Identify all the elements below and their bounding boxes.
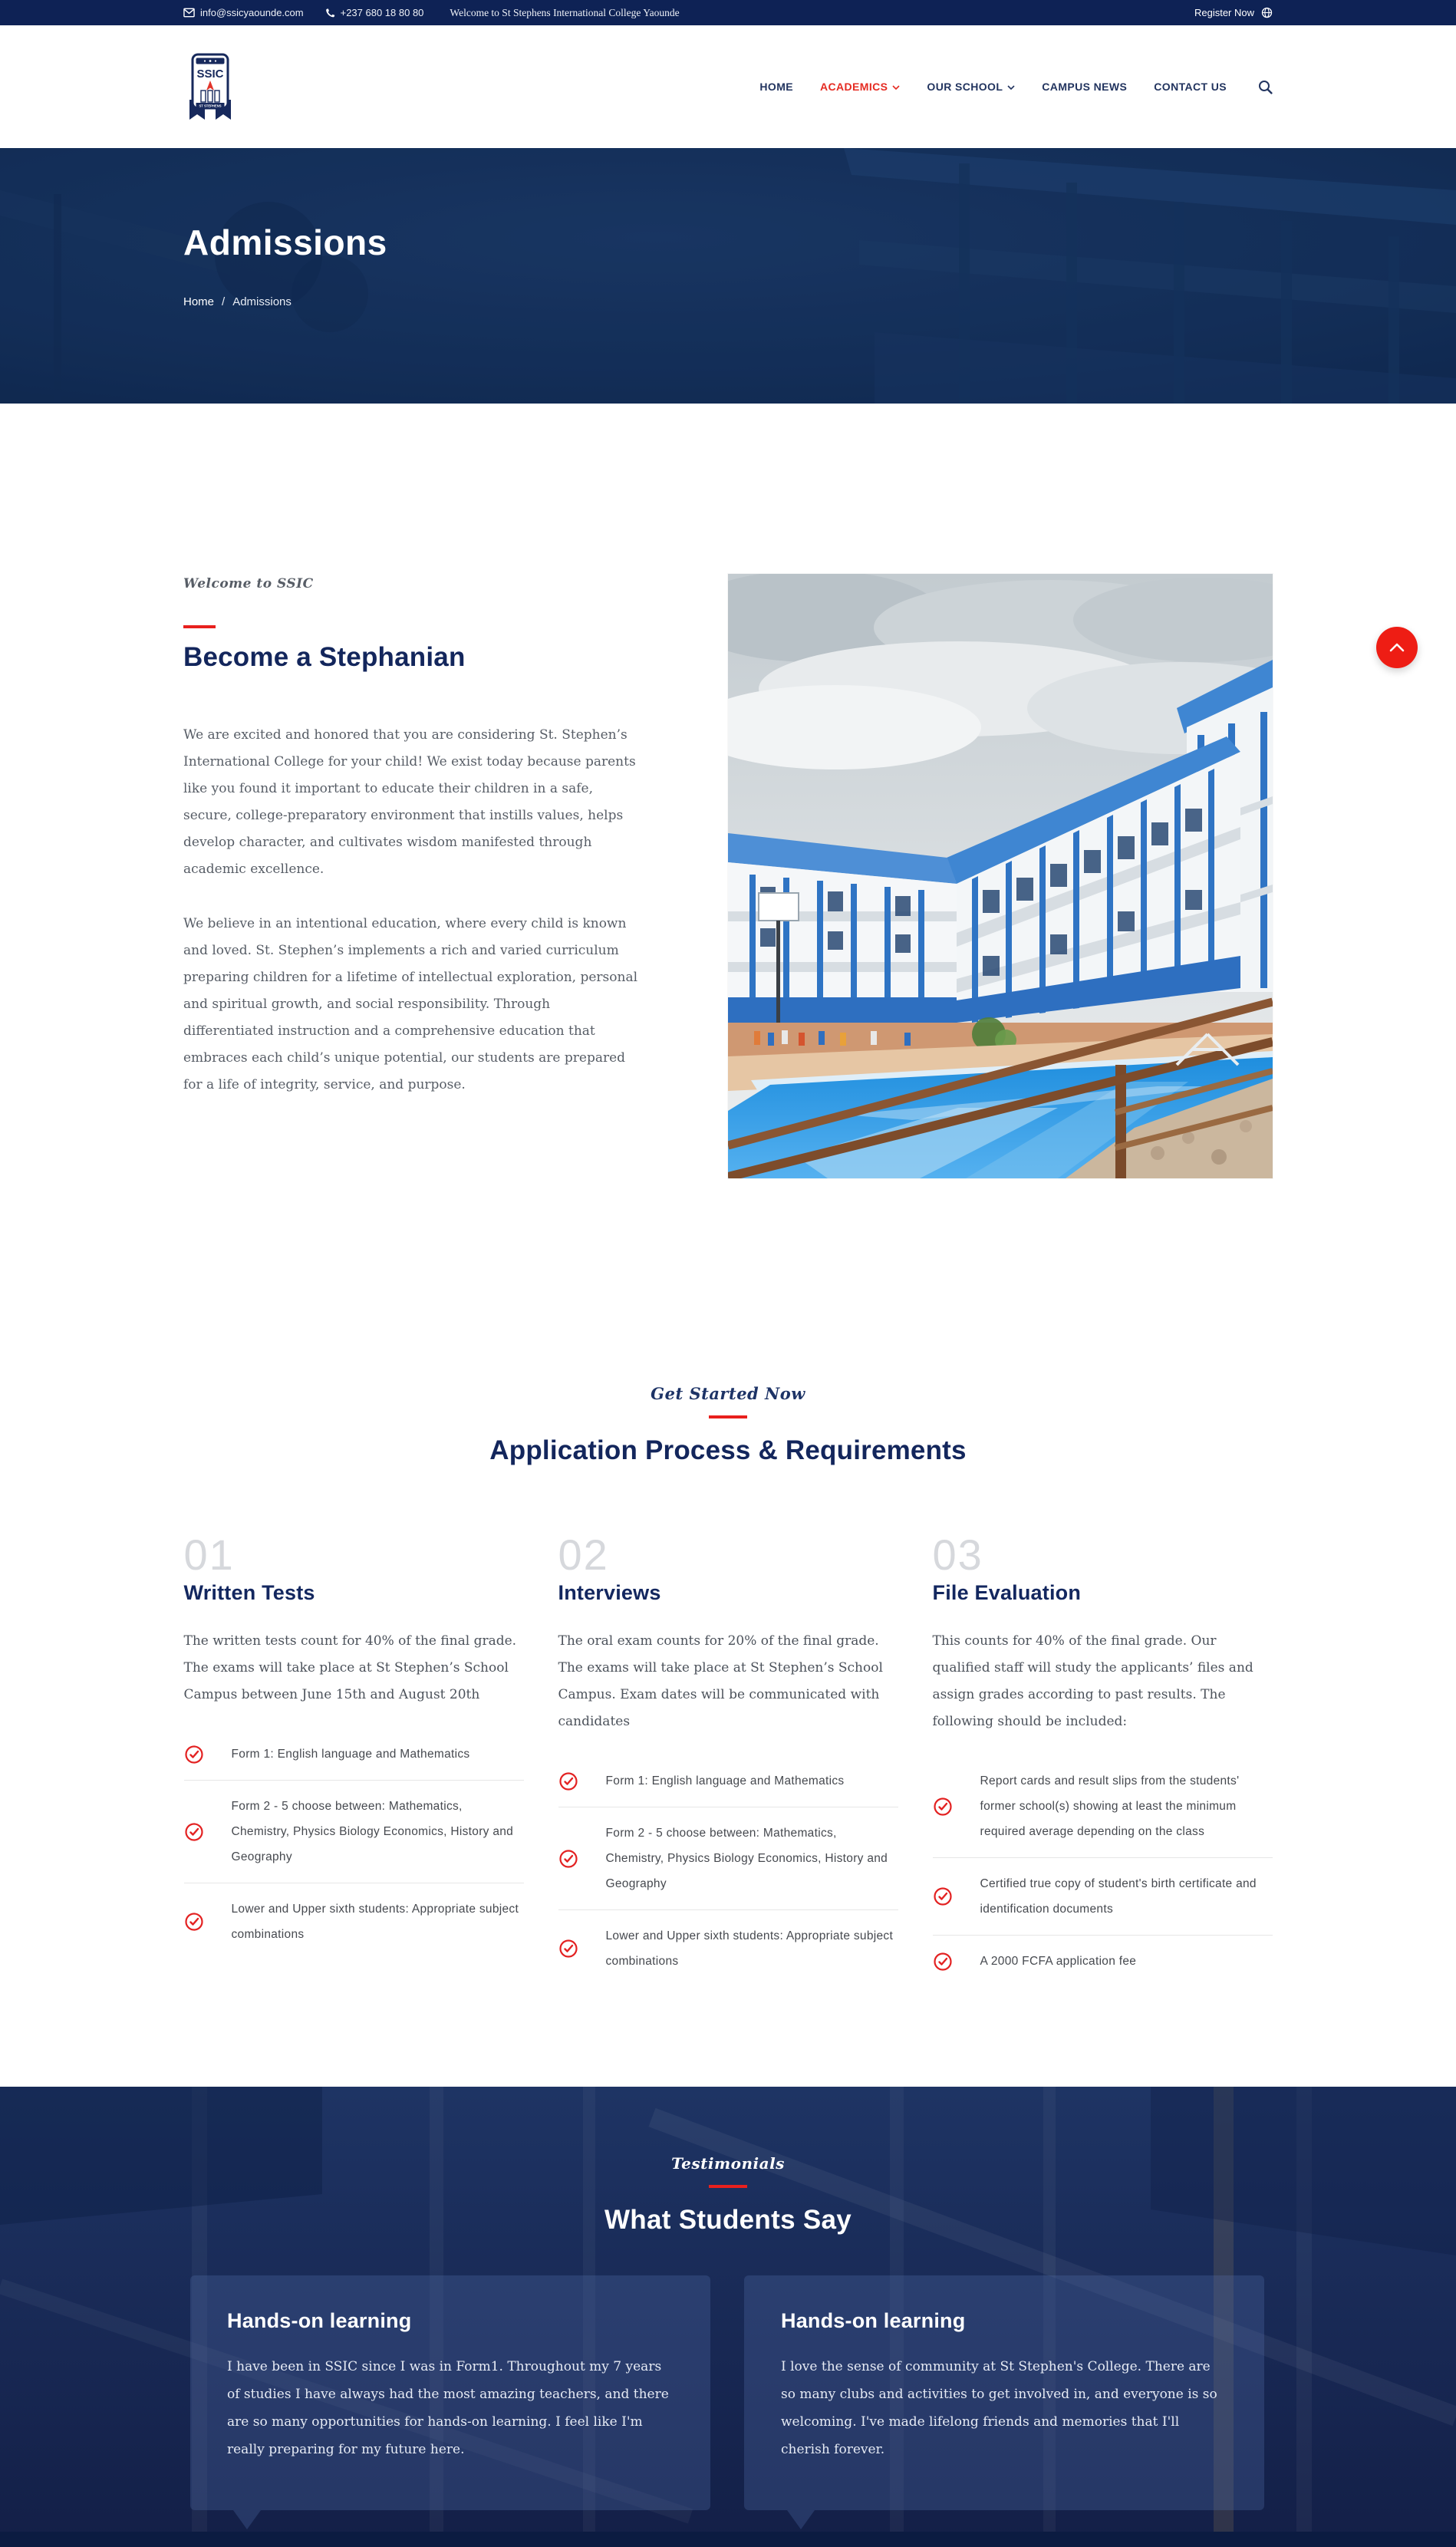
breadcrumb-home-link[interactable]: Home	[183, 295, 215, 308]
checklist-item: Lower and Upper sixth students: Appropriate subject combinations	[558, 1909, 898, 1987]
welcome-section	[0, 404, 1456, 1178]
step-number: 03	[932, 1531, 983, 1579]
page-title: Admissions	[183, 222, 387, 262]
register-now-link[interactable]: Register Now	[1194, 7, 1254, 18]
red-check-circle-icon	[184, 1822, 204, 1842]
breadcrumb-current: Admissions	[232, 295, 292, 308]
logo-banner-text: ST STEPHENS	[199, 104, 222, 108]
step-title: File Evaluation	[932, 1581, 1082, 1604]
campus-pool-photo	[728, 574, 1273, 1178]
welcome-paragraph-2: We believe in an intentional education, where every child is known and loved. St. Stephen’s implements a rich and varied curriculum preparing children for a lifetime of intellectual exploration, personal and spiritual growth, and social responsibility. Through differentiated instruction and a comprehensive education that embraces each child’s unique potential, our students are prepared for a life of integrity, service, and purpose.	[183, 916, 638, 1092]
phone-icon	[325, 8, 335, 18]
testimonial-title: Hands-on learning	[781, 2309, 966, 2332]
red-check-circle-icon	[558, 1939, 578, 1959]
step-description: The oral exam counts for 20% of the final grade. The exams will take place at St Stephen’s School Campus. Exam dates will be communicated with candidates	[558, 1633, 883, 1729]
step-title: Written Tests	[183, 1581, 315, 1604]
red-check-circle-icon	[558, 1849, 578, 1869]
nav-item-our-school[interactable]: OUR SCHOOL	[927, 81, 1015, 93]
step-interviews	[558, 1531, 898, 1987]
scroll-to-top-button[interactable]	[1376, 627, 1418, 668]
red-divider	[709, 1415, 747, 1418]
checklist	[933, 1755, 1273, 1987]
red-check-circle-icon	[558, 1771, 578, 1791]
step-file-evaluation	[932, 1531, 1273, 1987]
testimonials-kicker: Testimonials	[671, 2154, 785, 2173]
topbar-email-link[interactable]	[183, 7, 304, 18]
red-divider	[183, 625, 216, 628]
testimonials-title: What Students Say	[604, 2205, 852, 2235]
search-icon[interactable]	[1258, 80, 1273, 94]
step-description: This counts for 40% of the final grade. Our qualified staff will study the applicants’ files and assign grades according to past results. The following should be included:	[932, 1633, 1253, 1729]
nav-item-campus-news[interactable]: CAMPUS NEWS	[1042, 81, 1128, 93]
globe-icon[interactable]	[1261, 7, 1273, 18]
breadcrumb	[183, 295, 1273, 308]
welcome-title: Become a Stephanian	[183, 642, 466, 672]
red-check-circle-icon	[933, 1952, 953, 1972]
testimonial-text: I have been in SSIC since I was in Form1. Throughout my 7 years of studies I have always had the most amazing teachers, and there are so many opportunities for hands-on learning. I feel like I'm really preparing for my future here.	[227, 2359, 669, 2457]
footer-top-strip	[0, 2532, 1456, 2547]
chevron-down-icon	[1007, 85, 1015, 91]
application-process-section	[0, 1178, 1456, 1987]
nav-item-contact-us[interactable]: CONTACT US	[1154, 81, 1227, 93]
speech-bubble-tail	[233, 2510, 261, 2529]
process-kicker: Get Started Now	[651, 1384, 805, 1403]
testimonial-card	[744, 2275, 1264, 2510]
checklist-item: A 2000 FCFA application fee	[933, 1935, 1273, 1987]
topbar-welcome-text: Welcome to St Stephens International College Yaounde	[450, 6, 680, 18]
page-hero	[0, 148, 1456, 404]
testimonials-section	[0, 2087, 1456, 2547]
speech-bubble-tail	[787, 2510, 815, 2529]
chevron-up-icon	[1388, 642, 1405, 653]
logo-acronym: SSIC	[196, 68, 224, 81]
red-check-circle-icon	[184, 1912, 204, 1932]
topbar-email: info@ssicyaounde.com	[200, 7, 304, 18]
checklist-item: Form 1: English language and Mathematics	[184, 1728, 524, 1780]
step-number: 01	[183, 1531, 235, 1579]
red-check-circle-icon	[184, 1745, 204, 1764]
topbar	[0, 0, 1456, 25]
topbar-phone: +237 680 18 80 80	[340, 7, 424, 18]
testimonial-text: I love the sense of community at St Stephen's College. There are so many clubs and activities to get involved in, and everyone is so welcoming. I've made lifelong friends and memories that I'll cherish forever.	[781, 2359, 1217, 2457]
checklist	[184, 1728, 524, 1960]
main-navbar	[0, 25, 1456, 148]
red-check-circle-icon	[933, 1797, 953, 1817]
checklist-item: Report cards and result slips from the students' former school(s) showing at least the minimum required average depending on the class	[933, 1755, 1273, 1857]
step-title: Interviews	[558, 1581, 661, 1604]
checklist-item: Form 2 - 5 choose between: Mathematics, Chemistry, Physics Biology Economics, History and Geography	[558, 1807, 898, 1909]
step-written-tests	[183, 1531, 524, 1987]
testimonial-card	[190, 2275, 710, 2510]
chevron-down-icon	[892, 85, 900, 91]
checklist	[558, 1755, 898, 1987]
step-number: 02	[558, 1531, 609, 1579]
checklist-item: Certified true copy of student's birth certificate and identification documents	[933, 1857, 1273, 1935]
checklist-item: Form 1: English language and Mathematics	[558, 1755, 898, 1807]
checklist-item: Form 2 - 5 choose between: Mathematics, Chemistry, Physics Biology Economics, History and Geography	[184, 1780, 524, 1883]
step-description: The written tests count for 40% of the final grade. The exams will take place at St Stephen’s School Campus between June 15th and August 20th	[183, 1633, 517, 1702]
nav-item-academics[interactable]: ACADEMICS	[820, 81, 900, 93]
red-check-circle-icon	[933, 1886, 953, 1906]
testimonial-title: Hands-on learning	[227, 2309, 412, 2332]
main-menu	[759, 80, 1273, 94]
envelope-icon	[183, 8, 195, 18]
nav-item-home[interactable]: HOME	[759, 81, 794, 93]
checklist-item: Lower and Upper sixth students: Appropriate subject combinations	[184, 1883, 524, 1960]
topbar-phone-link[interactable]	[325, 7, 424, 18]
school-logo[interactable]	[183, 52, 237, 121]
breadcrumb-separator: /	[222, 295, 226, 308]
welcome-kicker: Welcome to SSIC	[183, 576, 314, 591]
welcome-paragraph-1: We are excited and honored that you are considering St. Stephen’s International College for your child! We exist today because parents like you found it important to educate their children in a safe, secure, college-preparatory environment that instills values, helps develop character, and cultivates wisdom manifested through academic excellence.	[183, 727, 636, 877]
process-title: Application Process & Requirements	[489, 1435, 967, 1465]
red-divider	[709, 2185, 747, 2188]
